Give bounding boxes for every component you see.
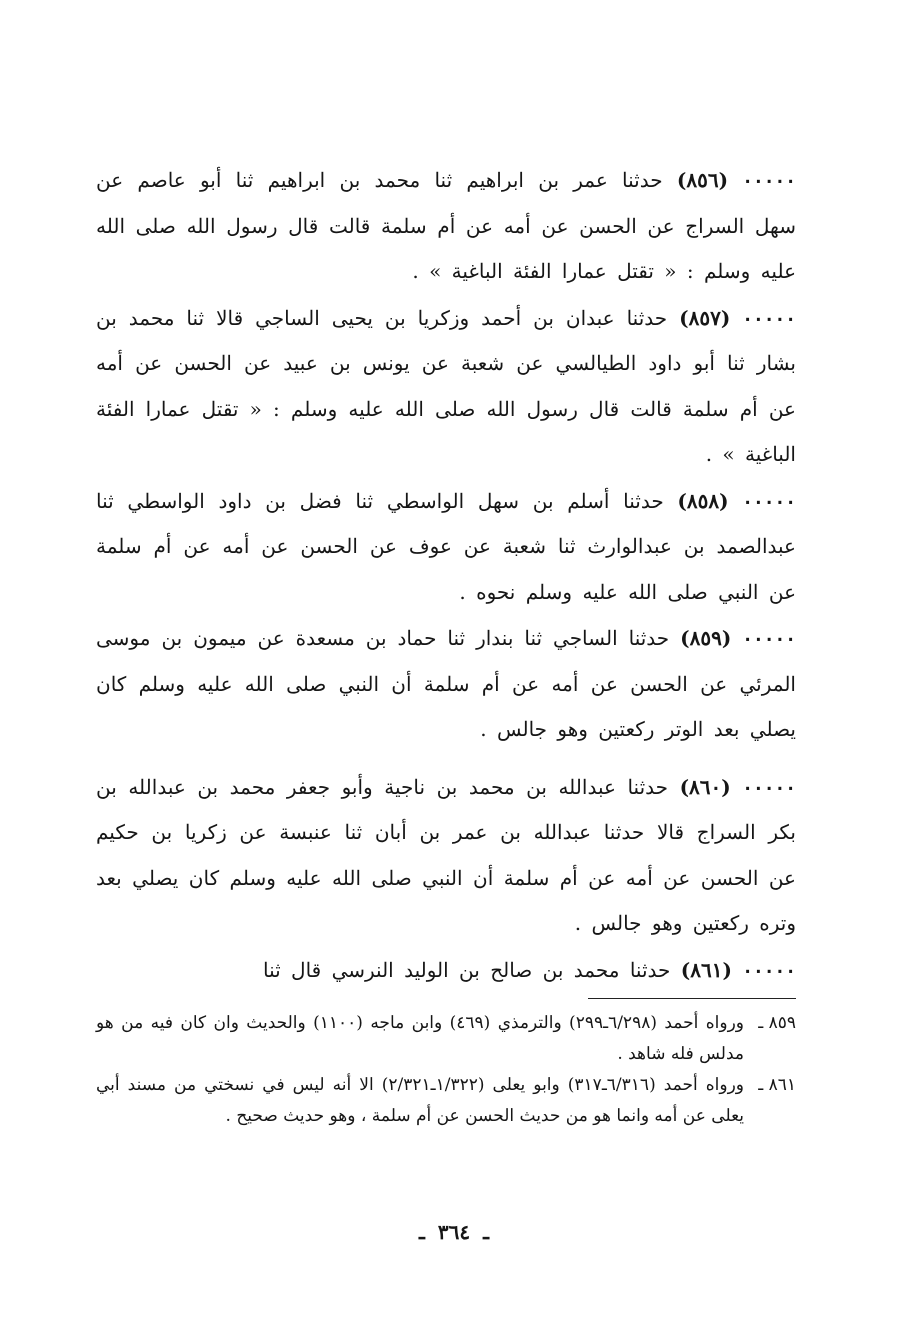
hadith-paragraph-860 [96,765,796,947]
paragraph-marker: ٠٠٠٠٠ [742,774,797,799]
hadith-number: (٨٦٠) [679,774,731,799]
footnote-859 [96,1008,796,1070]
paragraph-marker: ٠٠٠٠٠ [742,957,796,982]
hadith-paragraph-857 [96,296,796,478]
hadith-paragraph-859 [96,616,796,753]
footnote-label: ٨٦١ ـ [758,1075,796,1095]
footnote-text: ورواه أحمد (٦/٢٩٨ـ٢٩٩) والترمذي (٤٦٩) وابن ماجه (١١٠٠) والحديث وان كان فيه من هو مدلس فله شاهد . [96,1013,745,1064]
hadith-text: حدثنا عبدالله بن محمد بن ناجية وأبو جعفر محمد بن عبدالله بن بكر السراج قالا حدثنا عبدالله بن عمر بن أبان ثنا عنبسة عن زكريا بن حكيم عن الحسن عن أمه عن أم سلمة أن النبي صلى الله عليه وسلم كان يصلي بعد وتره ركعتين وهو جالس . [96,774,796,935]
footnote-861 [96,1070,796,1132]
hadith-text: حدثنا أسلم بن سهل الواسطي ثنا فضل بن داود الواسطي ثنا عبدالصمد بن عبدالوارث ثنا شعبة عن عوف عن الحسن عن أمه عن أم سلمة عن النبي صلى الله عليه وسلم نحوه . [96,488,796,604]
paragraph-marker: ٠٠٠٠٠ [742,626,796,650]
paragraph-marker: ٠٠٠٠٠ [742,168,796,192]
hadith-text: حدثنا الساجي ثنا بندار ثنا حماد بن مسعدة عن ميمون بن موسى المرئي عن الحسن عن أمه عن أم سلمة أن النبي صلى الله عليه وسلم كان يصلي بعد الوتر ركعتين وهو جالس . [96,626,796,741]
hadith-paragraph-861 [96,948,796,994]
hadith-number: (٨٥٦) [676,168,729,192]
hadith-text: حدثنا عبدان بن أحمد وزكريا بن يحيى الساجي قالا ثنا محمد بن بشار ثنا أبو داود الطيالسي عن شعبة عن يونس بن عبيد عن الحسن عن أمه عن أم سلمة قالت قال رسول الله صلى الله عليه وسلم : « تقتل عمارا الفئة الباغية » . [96,305,796,466]
hadith-paragraph-858 [96,479,796,616]
hadith-number: (٨٦١) [680,957,732,982]
hadith-text: حدثنا عمر بن ابراهيم ثنا محمد بن ابراهيم ثنا أبو عاصم عن سهل السراج عن الحسن عن أمه عن أم سلمة قالت قال رسول الله صلى الله عليه وسلم : « تقتل عمارا الفئة الباغية » . [96,168,796,283]
hadith-number: (٨٥٧) [679,305,731,330]
footnotes [96,1008,796,1132]
paragraph-marker: ٠٠٠٠٠ [742,305,797,330]
main-text [96,158,796,993]
hadith-number: (٨٥٨) [677,488,729,513]
footnote-divider [588,998,796,999]
footnote-text: ورواه أحمد (٦/٣١٦ـ٣١٧) وابو يعلى (١/٣٢٢ـ٢/٣٢١) الا أنه ليس في نسختي من مسند أبي يعلى عن أمه وانما هو من حديث الحسن عن أم سلمة ، وهو حديث صحيح . [96,1075,745,1126]
paragraph-marker: ٠٠٠٠٠ [742,488,797,513]
hadith-number: (٨٥٩) [680,626,732,650]
footnote-label: ٨٥٩ ـ [758,1013,796,1033]
hadith-paragraph-856 [96,158,796,295]
hadith-text: حدثنا محمد بن صالح بن الوليد النرسي قال ثنا [262,957,671,982]
page-number: ـ ٣٦٤ ـ [419,1220,489,1244]
